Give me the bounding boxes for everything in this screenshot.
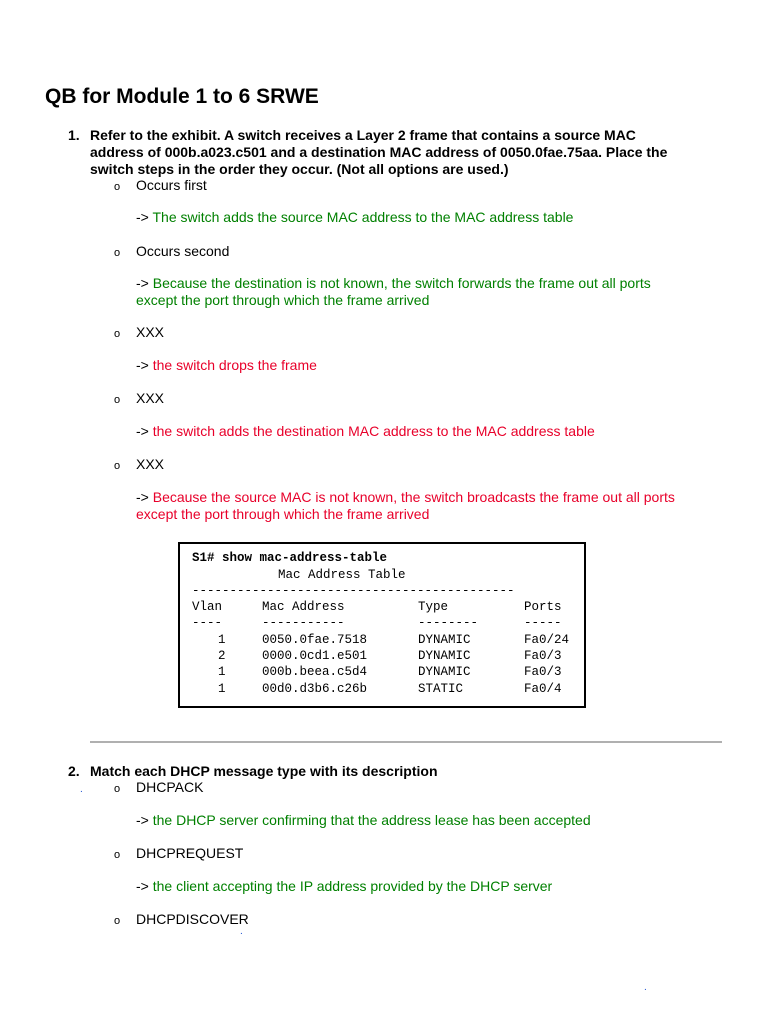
- cell-vlan: 1: [218, 682, 226, 696]
- answer-text: -> the DHCP server confirming that the address lease has been accepted: [136, 812, 591, 828]
- bullet-icon: o: [114, 460, 121, 472]
- question-text-line: address of 000b.a023.c501 and a destination MAC address of 0050.0fae.75aa. Place the: [90, 144, 668, 160]
- bullet-icon: o: [114, 849, 121, 861]
- bullet-icon: o: [114, 394, 121, 406]
- table-title: Mac Address Table: [278, 568, 406, 582]
- speck-mark: .: [80, 784, 83, 795]
- cli-command: S1# show mac-address-table: [192, 551, 388, 565]
- answer-text-continued: except the port through which the frame arrived: [136, 292, 430, 308]
- cell-port: Fa0/24: [524, 633, 570, 647]
- bullet-icon: o: [114, 783, 121, 795]
- speck-mark: .: [240, 926, 243, 937]
- column-header-ports: Ports: [524, 600, 562, 614]
- column-header-vlan: Vlan: [192, 600, 223, 614]
- cell-mac: 00d0.d3b6.c26b: [262, 682, 368, 696]
- option-label: XXX: [136, 390, 165, 406]
- answer-text: -> the switch drops the frame: [136, 357, 317, 373]
- column-header-mac: Mac Address: [262, 600, 345, 614]
- cell-mac: 0050.0fae.7518: [262, 633, 368, 647]
- question-text: Match each DHCP message type with its description: [90, 763, 438, 779]
- question-number: 1.: [68, 127, 80, 143]
- answer-text: -> the switch adds the destination MAC address to the MAC address table: [136, 423, 595, 439]
- question-text-line: switch steps in the order they occur. (Not all options are used.): [90, 161, 509, 177]
- answer-text: -> The switch adds the source MAC address to the MAC address table: [136, 209, 574, 225]
- exhibit-mac-table: [178, 542, 586, 708]
- cell-port: Fa0/3: [524, 649, 562, 663]
- answer-text: -> Because the destination is not known, the switch forwards the frame out all ports: [136, 275, 651, 291]
- cell-port: Fa0/3: [524, 665, 562, 679]
- option-label: DHCPDISCOVER: [136, 911, 249, 927]
- cell-vlan: 2: [218, 649, 226, 663]
- separator: -------------------------------------------: [192, 584, 515, 598]
- question-text-line: Refer to the exhibit. A switch receives a Layer 2 frame that contains a source MAC: [90, 127, 636, 143]
- option-label: XXX: [136, 324, 165, 340]
- option-label: DHCPREQUEST: [136, 845, 244, 861]
- cell-port: Fa0/4: [524, 682, 562, 696]
- option-label: Occurs first: [136, 177, 207, 193]
- question-number: 2.: [68, 763, 80, 779]
- option-label: XXX: [136, 456, 165, 472]
- horizontal-rule: [90, 741, 722, 743]
- cell-type: DYNAMIC: [418, 633, 471, 647]
- cell-mac: 0000.0cd1.e501: [262, 649, 368, 663]
- cell-vlan: 1: [218, 665, 226, 679]
- column-header-type: Type: [418, 600, 449, 614]
- cell-type: DYNAMIC: [418, 649, 471, 663]
- cell-mac: 000b.beea.c5d4: [262, 665, 368, 679]
- cell-type: DYNAMIC: [418, 665, 471, 679]
- option-label: Occurs second: [136, 243, 230, 259]
- cell-vlan: 1: [218, 633, 226, 647]
- cell-type: STATIC: [418, 682, 464, 696]
- bullet-icon: o: [114, 915, 121, 927]
- option-label: DHCPACK: [136, 779, 204, 795]
- header-rule: --------: [418, 616, 479, 630]
- bullet-icon: o: [114, 181, 121, 193]
- header-rule: -----------: [262, 616, 345, 630]
- answer-text: -> Because the source MAC is not known, the switch broadcasts the frame out all ports: [136, 489, 675, 505]
- bullet-icon: o: [114, 247, 121, 259]
- answer-text: -> the client accepting the IP address provided by the DHCP server: [136, 878, 553, 894]
- answer-text-continued: except the port through which the frame arrived: [136, 506, 430, 522]
- header-rule: ----: [192, 616, 223, 630]
- bullet-icon: o: [114, 328, 121, 340]
- speck-mark: .: [644, 982, 647, 993]
- page-title: QB for Module 1 to 6 SRWE: [45, 85, 319, 108]
- header-rule: -----: [524, 616, 562, 630]
